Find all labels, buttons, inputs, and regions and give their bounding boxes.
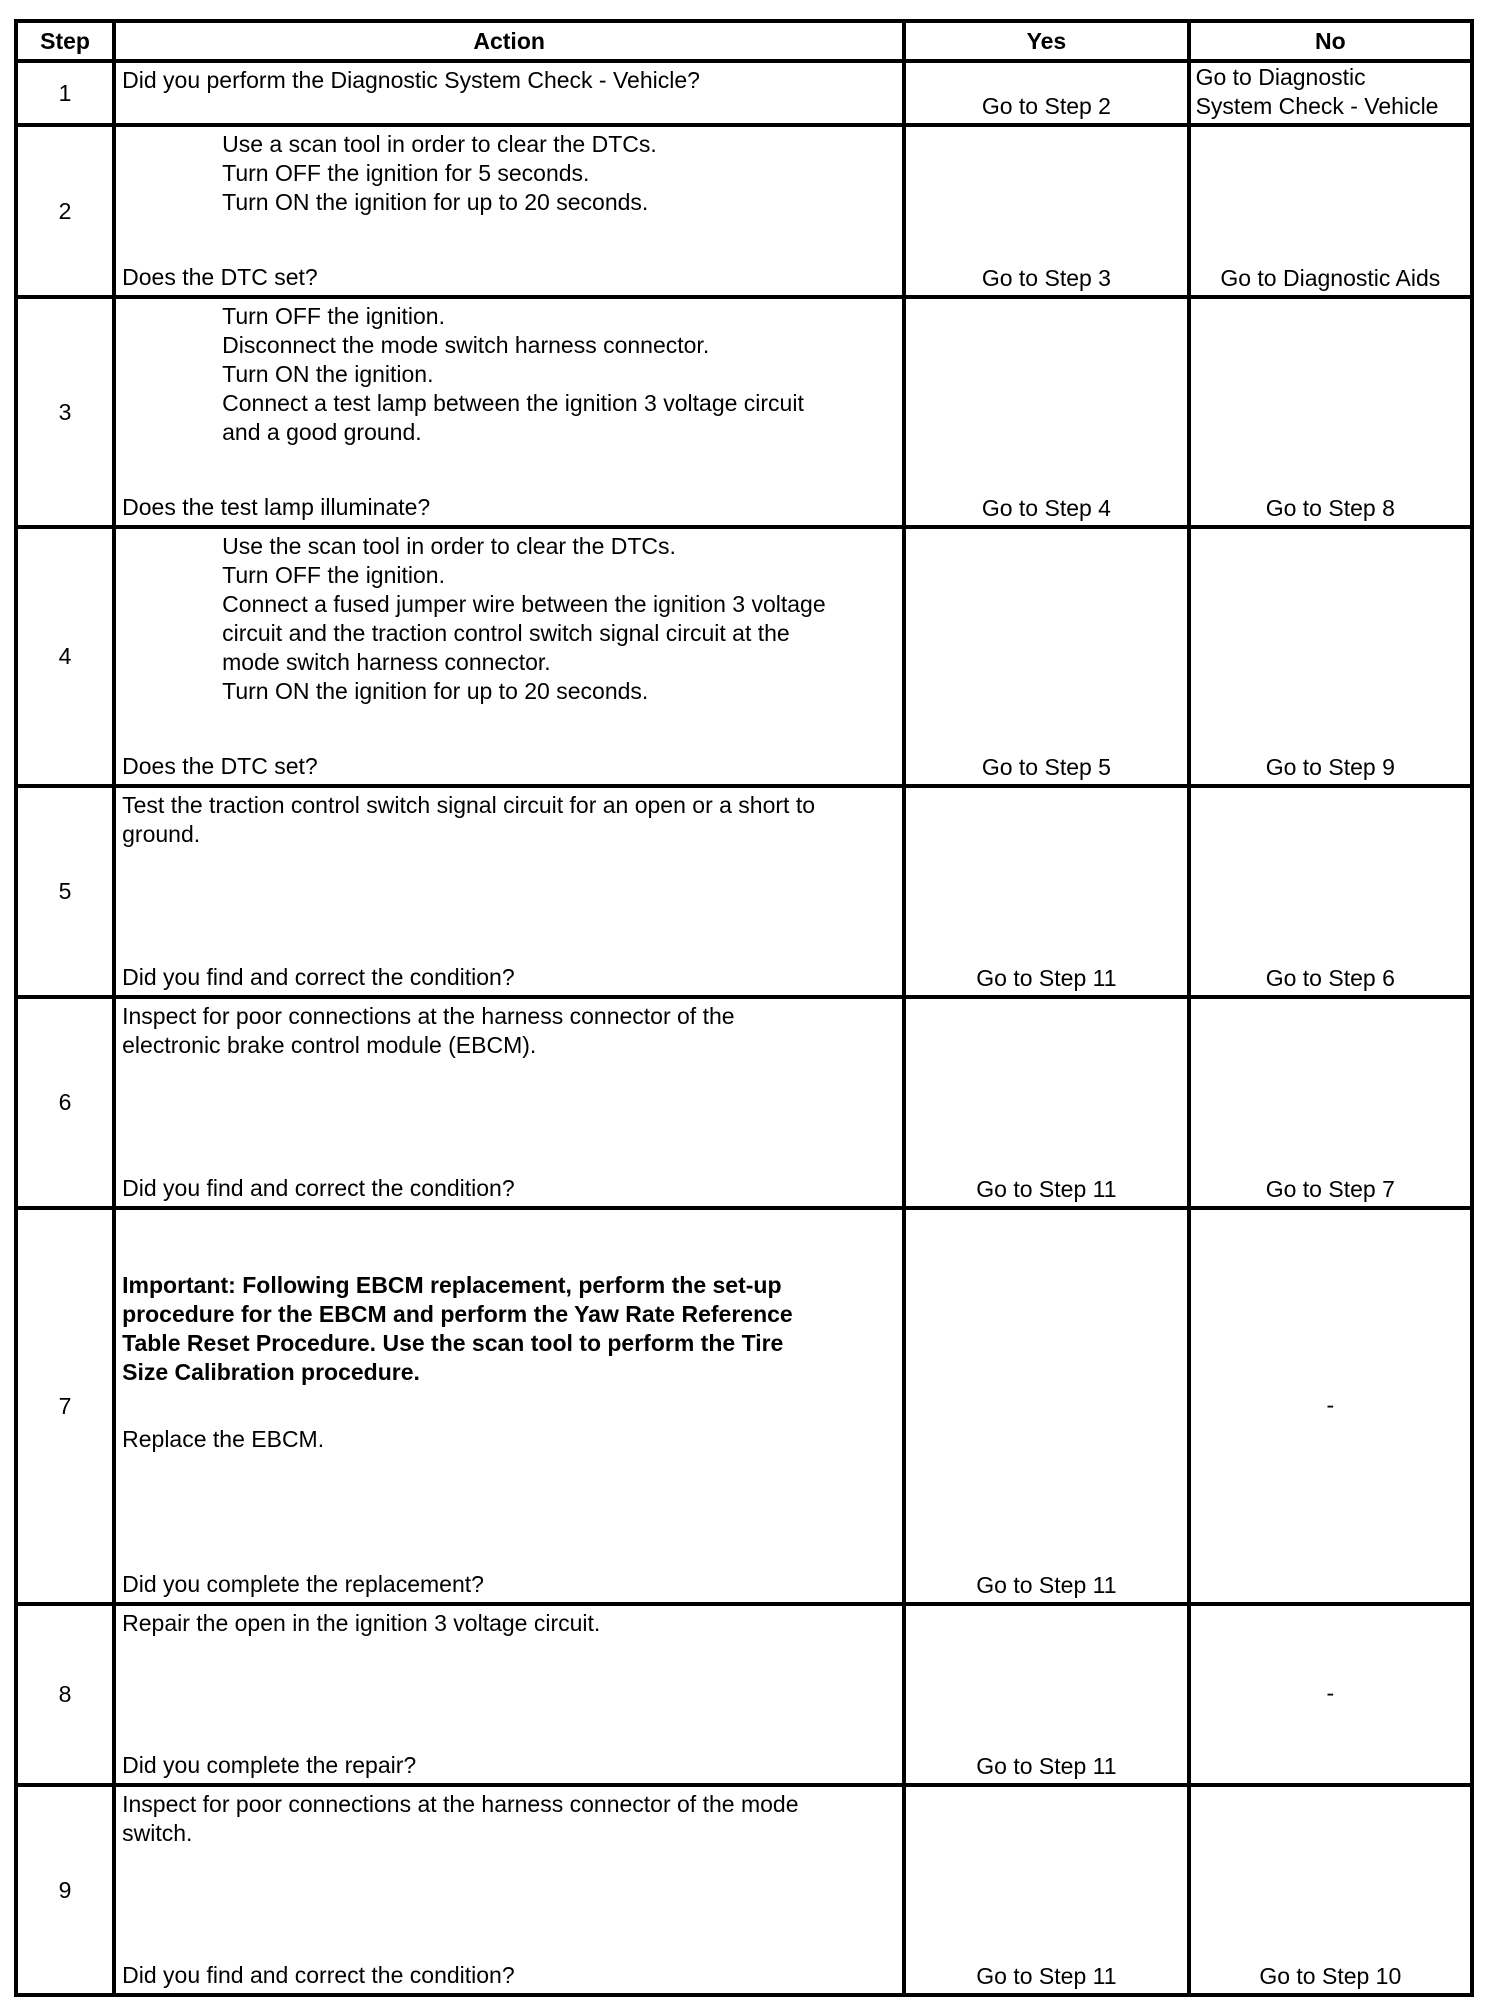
table-row xyxy=(16,297,1472,527)
action-cell xyxy=(114,1208,904,1604)
yes-cell: Go to Step 3 xyxy=(904,125,1188,297)
instruction: Turn OFF the ignition. xyxy=(222,562,445,588)
table-row xyxy=(16,1785,1472,1995)
instruction: and a good ground. xyxy=(222,419,422,445)
instruction: Disconnect the mode switch harness connector. xyxy=(222,332,710,358)
question: Did you find and correct the condition? xyxy=(122,1962,515,1988)
yes-cell: Go to Step 11 xyxy=(904,1208,1188,1604)
table-row xyxy=(16,997,1472,1208)
table-row xyxy=(16,1604,1472,1785)
action-text: Replace the EBCM. xyxy=(122,1426,325,1452)
action-cell xyxy=(114,297,904,527)
action-text: Did you perform the Diagnostic System Check - Vehicle? xyxy=(122,67,700,93)
action-cell xyxy=(114,786,904,997)
no-cell: Go to Step 9 xyxy=(1189,527,1472,786)
no-cell: Go to Step 8 xyxy=(1189,297,1472,527)
yes-cell: Go to Step 2 xyxy=(904,61,1188,125)
no-text: System Check - Vehicle xyxy=(1195,93,1439,119)
instruction: Connect a test lamp between the ignition 3 voltage circuit xyxy=(222,390,804,416)
no-cell: Go to Diagnostic Aids xyxy=(1189,125,1472,297)
step-number: 6 xyxy=(16,997,114,1208)
yes-cell: Go to Step 11 xyxy=(904,1785,1188,1995)
instruction-list xyxy=(122,130,896,217)
header-yes: Yes xyxy=(904,21,1188,61)
important-text: Table Reset Procedure. Use the scan tool to perform the Tire xyxy=(122,1330,784,1356)
instruction: Connect a fused jumper wire between the ignition 3 voltage xyxy=(222,591,826,617)
table-row xyxy=(16,1208,1472,1604)
question: Did you find and correct the condition? xyxy=(122,1175,515,1201)
action-text: electronic brake control module (EBCM). xyxy=(122,1032,537,1058)
no-cell: Go to Step 6 xyxy=(1189,786,1472,997)
action-cell xyxy=(114,1604,904,1785)
no-cell: Go to Step 7 xyxy=(1189,997,1472,1208)
step-number: 7 xyxy=(16,1208,114,1604)
question: Did you complete the repair? xyxy=(122,1752,417,1778)
header-step: Step xyxy=(16,21,114,61)
question: Did you find and correct the condition? xyxy=(122,964,515,990)
no-cell: - xyxy=(1189,1604,1472,1785)
action-cell xyxy=(114,997,904,1208)
important-text: Important: Following EBCM replacement, perform the set-up xyxy=(122,1272,782,1298)
action-cell xyxy=(114,1785,904,1995)
instruction: mode switch harness connector. xyxy=(222,649,551,675)
step-number: 9 xyxy=(16,1785,114,1995)
action-cell xyxy=(114,527,904,786)
action-cell xyxy=(114,125,904,297)
yes-cell: Go to Step 11 xyxy=(904,786,1188,997)
action-text: Repair the open in the ignition 3 voltage circuit. xyxy=(122,1610,601,1636)
step-number: 2 xyxy=(16,125,114,297)
instruction: Turn OFF the ignition. xyxy=(222,303,445,329)
action-cell xyxy=(114,61,904,125)
instruction-list xyxy=(122,532,896,706)
header-no: No xyxy=(1189,21,1472,61)
no-cell xyxy=(1189,61,1472,125)
step-number: 1 xyxy=(16,61,114,125)
yes-cell: Go to Step 5 xyxy=(904,527,1188,786)
instruction: Turn ON the ignition for up to 20 seconds. xyxy=(222,189,649,215)
diagnostic-table xyxy=(14,19,1474,1997)
no-cell: - xyxy=(1189,1208,1472,1604)
important-text: procedure for the EBCM and perform the Yaw Rate Reference xyxy=(122,1301,793,1327)
action-text: switch. xyxy=(122,1820,193,1846)
question: Did you complete the replacement? xyxy=(122,1571,484,1597)
action-text: Inspect for poor connections at the harness connector of the mode xyxy=(122,1791,799,1817)
action-text: ground. xyxy=(122,821,201,847)
header-row xyxy=(16,21,1472,61)
table-row xyxy=(16,527,1472,786)
step-number: 8 xyxy=(16,1604,114,1785)
question: Does the test lamp illuminate? xyxy=(122,494,431,520)
instruction: Use the scan tool in order to clear the DTCs. xyxy=(222,533,676,559)
instruction: Turn OFF the ignition for 5 seconds. xyxy=(222,160,590,186)
header-action: Action xyxy=(114,21,904,61)
instruction: circuit and the traction control switch signal circuit at the xyxy=(222,620,790,646)
instruction-list xyxy=(122,302,896,447)
question: Does the DTC set? xyxy=(122,753,318,779)
yes-cell: Go to Step 11 xyxy=(904,1604,1188,1785)
action-text: Test the traction control switch signal circuit for an open or a short to xyxy=(122,792,816,818)
step-number: 4 xyxy=(16,527,114,786)
action-text: Inspect for poor connections at the harness connector of the xyxy=(122,1003,735,1029)
step-number: 3 xyxy=(16,297,114,527)
yes-cell: Go to Step 11 xyxy=(904,997,1188,1208)
no-text: Go to Diagnostic xyxy=(1195,64,1366,90)
table-row xyxy=(16,786,1472,997)
yes-cell: Go to Step 4 xyxy=(904,297,1188,527)
table-row xyxy=(16,61,1472,125)
important-text: Size Calibration procedure. xyxy=(122,1359,420,1385)
instruction: Turn ON the ignition for up to 20 seconds. xyxy=(222,678,649,704)
question: Does the DTC set? xyxy=(122,264,318,290)
step-number: 5 xyxy=(16,786,114,997)
instruction: Turn ON the ignition. xyxy=(222,361,434,387)
instruction: Use a scan tool in order to clear the DTCs. xyxy=(222,131,657,157)
important-note xyxy=(122,1271,896,1387)
table-row xyxy=(16,125,1472,297)
no-cell: Go to Step 10 xyxy=(1189,1785,1472,1995)
